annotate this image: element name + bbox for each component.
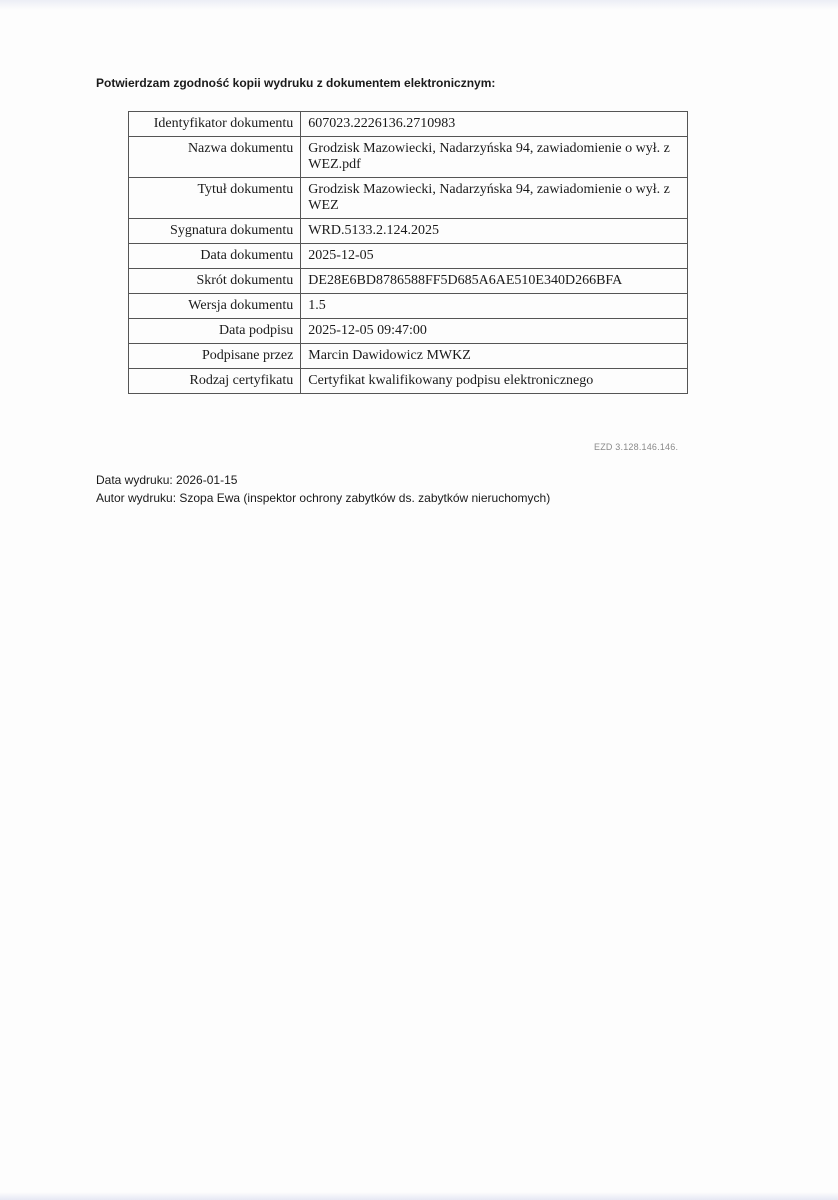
row-label: Tytuł dokumentu bbox=[129, 178, 301, 219]
row-label: Rodzaj certyfikatu bbox=[129, 369, 301, 394]
confirmation-heading: Potwierdzam zgodność kopii wydruku z dokumentem elektronicznym: bbox=[96, 76, 496, 90]
print-author: Autor wydruku: Szopa Ewa (inspektor ochrony zabytków ds. zabytków nieruchomych) bbox=[96, 491, 551, 505]
table-row bbox=[129, 319, 688, 344]
system-version-label: EZD 3.128.146.146. bbox=[594, 442, 679, 452]
table-row bbox=[129, 369, 688, 394]
row-value: 1.5 bbox=[301, 294, 688, 319]
row-label: Podpisane przez bbox=[129, 344, 301, 369]
row-value: Certyfikat kwalifikowany podpisu elektronicznego bbox=[301, 369, 688, 394]
row-label: Data podpisu bbox=[129, 319, 301, 344]
row-value: Grodzisk Mazowiecki, Nadarzyńska 94, zawiadomienie o wył. z WEZ bbox=[301, 178, 688, 219]
table-row bbox=[129, 244, 688, 269]
print-info bbox=[96, 471, 550, 507]
row-label: Wersja dokumentu bbox=[129, 294, 301, 319]
document-metadata-table bbox=[128, 111, 688, 394]
row-label: Sygnatura dokumentu bbox=[129, 219, 301, 244]
table-row bbox=[129, 112, 688, 137]
row-value: WRD.5133.2.124.2025 bbox=[301, 219, 688, 244]
scan-edge-top bbox=[0, 0, 838, 10]
scan-edge-bottom bbox=[0, 1192, 838, 1200]
table-row bbox=[129, 344, 688, 369]
print-date: Data wydruku: 2026-01-15 bbox=[96, 473, 238, 487]
row-value: 2025-12-05 09:47:00 bbox=[301, 319, 688, 344]
row-label: Data dokumentu bbox=[129, 244, 301, 269]
table-row bbox=[129, 219, 688, 244]
table-row bbox=[129, 294, 688, 319]
row-label: Skrót dokumentu bbox=[129, 269, 301, 294]
row-value: DE28E6BD8786588FF5D685A6AE510E340D266BFA bbox=[301, 269, 688, 294]
table-row bbox=[129, 178, 688, 219]
table-row bbox=[129, 269, 688, 294]
table-row bbox=[129, 137, 688, 178]
row-value: Grodzisk Mazowiecki, Nadarzyńska 94, zawiadomienie o wył. z WEZ.pdf bbox=[301, 137, 688, 178]
row-value: 2025-12-05 bbox=[301, 244, 688, 269]
row-value: Marcin Dawidowicz MWKZ bbox=[301, 344, 688, 369]
row-value: 607023.2226136.2710983 bbox=[301, 112, 688, 137]
row-label: Nazwa dokumentu bbox=[129, 137, 301, 178]
row-label: Identyfikator dokumentu bbox=[129, 112, 301, 137]
